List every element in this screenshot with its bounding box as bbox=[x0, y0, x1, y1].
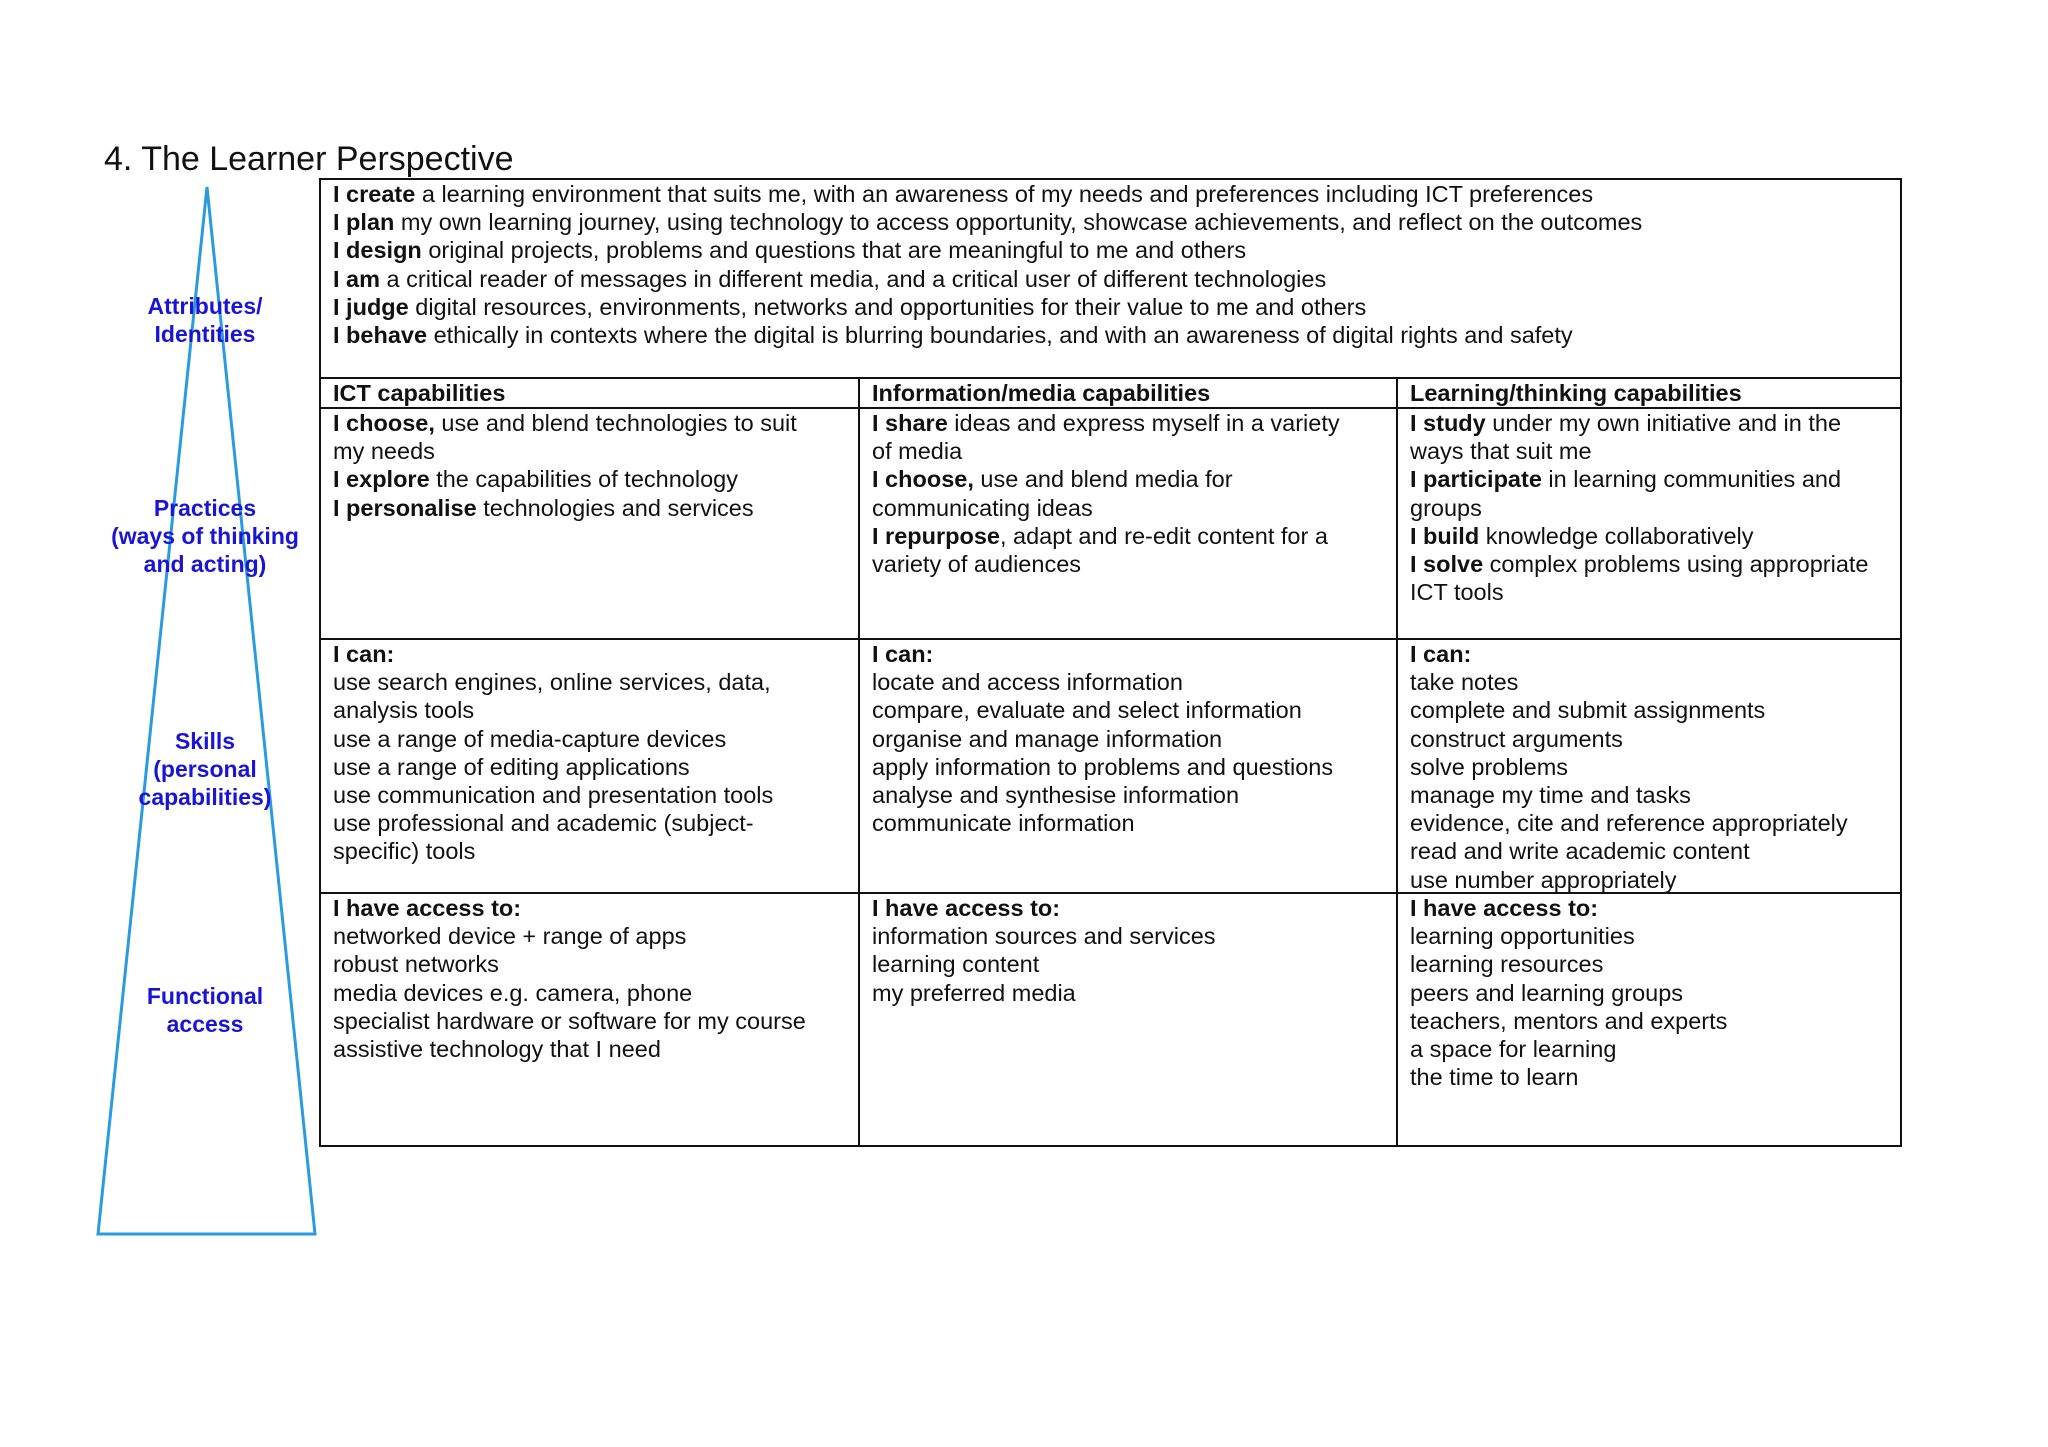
access-item: media devices e.g. camera, phone bbox=[333, 979, 693, 1006]
practice-lead: I solve bbox=[1410, 551, 1484, 578]
access-item: my preferred media bbox=[872, 979, 1076, 1006]
skills-heading: I can: bbox=[1410, 641, 1472, 667]
page-title: 4. The Learner Perspective bbox=[104, 140, 514, 178]
level-label-skills bbox=[100, 727, 310, 811]
skill-item: read and write academic content bbox=[1410, 838, 1750, 865]
practice-text: , adapt and re-edit content for a bbox=[999, 522, 1328, 549]
level-label-line: and acting) bbox=[143, 551, 267, 577]
skill-item: solve problems bbox=[1410, 753, 1569, 780]
skill-item: manage my time and tasks bbox=[1410, 782, 1691, 809]
statement-lead: I behave bbox=[333, 322, 428, 349]
skill-item: use communication and presentation tools bbox=[333, 782, 774, 809]
practice-lead: I personalise bbox=[333, 494, 477, 521]
practice-line bbox=[872, 465, 1384, 493]
access-item: information sources and services bbox=[872, 923, 1216, 950]
level-label-access bbox=[100, 982, 310, 1038]
access-item: learning opportunities bbox=[1410, 923, 1635, 950]
practice-lead: I share bbox=[872, 410, 948, 436]
practice-lead: I build bbox=[1410, 522, 1480, 549]
practice-line bbox=[333, 409, 846, 437]
practices-learning-cell bbox=[1396, 409, 1900, 638]
column-header-learning bbox=[1396, 379, 1900, 407]
statement-text: a critical reader of messages in different media, and a critical user of different technologies bbox=[380, 265, 1327, 292]
statement-text: original projects, problems and questions that are meaningful to me and others bbox=[421, 237, 1247, 264]
skill-item: organise and manage information bbox=[872, 725, 1223, 752]
practice-lead: I explore bbox=[333, 466, 430, 493]
practice-line bbox=[872, 437, 1384, 465]
practice-line bbox=[1410, 522, 1888, 550]
identity-cell bbox=[321, 180, 1900, 377]
skills-row bbox=[321, 638, 1900, 892]
level-label-line: Practices bbox=[153, 495, 257, 521]
practice-lead: I study bbox=[1410, 410, 1486, 436]
skill-item: construct arguments bbox=[1410, 725, 1623, 752]
practices-info-cell bbox=[858, 409, 1396, 638]
skill-item: locate and access information bbox=[872, 669, 1183, 696]
skill-item: take notes bbox=[1410, 669, 1519, 696]
statement-lead: I plan bbox=[333, 209, 395, 236]
statement-text: digital resources, environments, networks and opportunities for their value to me and others bbox=[408, 293, 1367, 320]
practices-row bbox=[321, 407, 1900, 638]
statement-lead: I create bbox=[333, 181, 416, 207]
skill-item: apply information to problems and questions bbox=[872, 753, 1334, 780]
column-header-label: Learning/thinking capabilities bbox=[1410, 380, 1742, 406]
practice-text: ways that suit me bbox=[1410, 438, 1592, 465]
practice-text: in learning communities and bbox=[1541, 466, 1842, 493]
skill-item: communicate information bbox=[872, 810, 1135, 837]
access-heading: I have access to: bbox=[872, 895, 1061, 921]
skill-item: evidence, cite and reference appropriately bbox=[1410, 810, 1848, 837]
skills-heading: I can: bbox=[872, 641, 934, 667]
practice-lead: I repurpose bbox=[872, 522, 1000, 549]
level-label-line: (ways of thinking bbox=[111, 523, 299, 549]
practice-lead: I choose, bbox=[333, 410, 435, 436]
access-item: teachers, mentors and experts bbox=[1410, 1007, 1728, 1034]
statement-text: ethically in contexts where the digital is blurring boundaries, and with an awareness of digital rights and safety bbox=[427, 322, 1573, 349]
access-item: assistive technology that I need bbox=[333, 1036, 661, 1063]
practice-text: ideas and express myself in a variety bbox=[947, 410, 1340, 436]
statement-text: a learning environment that suits me, with an awareness of my needs and preferences including ICT preferences bbox=[415, 181, 1594, 207]
statement-lead: I design bbox=[333, 237, 422, 264]
practice-text: knowledge collaboratively bbox=[1479, 522, 1754, 549]
access-item: the time to learn bbox=[1410, 1064, 1579, 1091]
practice-lead: I choose, bbox=[872, 466, 974, 493]
practice-text: the capabilities of technology bbox=[429, 466, 738, 493]
access-item: networked device + range of apps bbox=[333, 923, 687, 950]
access-info-cell bbox=[858, 894, 1396, 1145]
level-label-line: access bbox=[166, 1011, 244, 1037]
practice-line bbox=[1410, 550, 1888, 578]
practice-line bbox=[1410, 409, 1888, 437]
column-header-label: Information/media capabilities bbox=[872, 380, 1211, 406]
level-label-line: (personal bbox=[153, 756, 257, 782]
skills-heading: I can: bbox=[333, 641, 395, 667]
practice-line bbox=[872, 494, 1384, 522]
skill-item: analysis tools bbox=[333, 697, 475, 724]
practice-text: communicating ideas bbox=[872, 494, 1093, 521]
level-label-line: Skills bbox=[174, 728, 236, 754]
identity-statement bbox=[333, 321, 1888, 349]
skills-learning-cell bbox=[1396, 640, 1900, 892]
level-label-line: capabilities) bbox=[138, 784, 272, 810]
level-label-practices bbox=[100, 494, 310, 578]
skills-ict-cell bbox=[321, 640, 858, 892]
skill-item: use a range of media-capture devices bbox=[333, 725, 727, 752]
identity-statement bbox=[333, 293, 1888, 321]
skill-item: use a range of editing applications bbox=[333, 753, 690, 780]
practice-line bbox=[333, 465, 846, 493]
practice-text: groups bbox=[1410, 494, 1482, 521]
practice-line bbox=[333, 437, 846, 465]
identity-statement bbox=[333, 236, 1888, 264]
skill-item: analyse and synthesise information bbox=[872, 782, 1240, 809]
practice-text: use and blend media for bbox=[973, 466, 1233, 493]
practice-lead: I participate bbox=[1410, 466, 1542, 493]
access-item: learning resources bbox=[1410, 951, 1604, 978]
skill-item: specific) tools bbox=[333, 838, 476, 865]
access-item: a space for learning bbox=[1410, 1036, 1617, 1063]
statement-text: my own learning journey, using technology to access opportunity, showcase achievements, and reflect on the outcomes bbox=[394, 209, 1643, 236]
access-ict-cell bbox=[321, 894, 858, 1145]
skill-item: complete and submit assignments bbox=[1410, 697, 1766, 724]
framework-table bbox=[319, 178, 1902, 1147]
level-label-attributes bbox=[100, 292, 310, 348]
level-label-line: Functional bbox=[146, 983, 264, 1009]
practice-text: complex problems using appropriate bbox=[1483, 551, 1869, 578]
statement-lead: I am bbox=[333, 265, 381, 292]
practice-text: technologies and services bbox=[476, 494, 754, 521]
access-item: learning content bbox=[872, 951, 1040, 978]
access-row bbox=[321, 892, 1900, 1145]
practice-line bbox=[1410, 437, 1888, 465]
column-header-info bbox=[858, 379, 1396, 407]
skill-item: compare, evaluate and select information bbox=[872, 697, 1302, 724]
identity-statement bbox=[333, 180, 1888, 208]
statement-lead: I judge bbox=[333, 293, 409, 320]
access-item: robust networks bbox=[333, 951, 499, 978]
access-item: peers and learning groups bbox=[1410, 979, 1684, 1006]
practice-text: my needs bbox=[333, 438, 435, 465]
skill-item: use professional and academic (subject- bbox=[333, 810, 754, 837]
column-header-row bbox=[321, 377, 1900, 407]
skill-item: use number appropriately bbox=[1410, 866, 1677, 892]
level-label-line: Identities bbox=[154, 321, 256, 347]
practice-line bbox=[333, 494, 846, 522]
access-heading: I have access to: bbox=[333, 895, 522, 921]
skill-item: use search engines, online services, data, bbox=[333, 669, 771, 696]
practice-line bbox=[872, 550, 1384, 578]
practice-line bbox=[872, 409, 1384, 437]
level-label-line: Attributes/ bbox=[147, 293, 263, 319]
practice-text: ICT tools bbox=[1410, 579, 1504, 606]
column-header-label: ICT capabilities bbox=[333, 380, 506, 406]
skills-info-cell bbox=[858, 640, 1396, 892]
practices-ict-cell bbox=[321, 409, 858, 638]
identity-row bbox=[321, 180, 1900, 377]
practice-text: variety of audiences bbox=[872, 551, 1082, 578]
practice-text: of media bbox=[872, 438, 963, 465]
identity-statement bbox=[333, 208, 1888, 236]
identity-statement bbox=[333, 265, 1888, 293]
practice-line bbox=[872, 522, 1384, 550]
access-item: specialist hardware or software for my course bbox=[333, 1007, 806, 1034]
practice-text: under my own initiative and in the bbox=[1485, 410, 1842, 436]
practice-line bbox=[1410, 494, 1888, 522]
practice-line bbox=[1410, 578, 1888, 606]
column-header-ict bbox=[321, 379, 858, 407]
practice-line bbox=[1410, 465, 1888, 493]
access-learning-cell bbox=[1396, 894, 1900, 1145]
access-heading: I have access to: bbox=[1410, 895, 1599, 921]
practice-text: use and blend technologies to suit bbox=[434, 410, 797, 436]
